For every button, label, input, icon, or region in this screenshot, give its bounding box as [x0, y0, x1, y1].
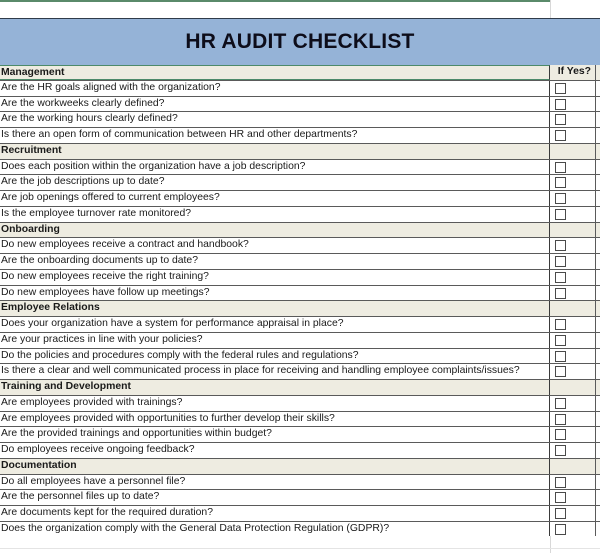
question-row[interactable] — [0, 317, 600, 333]
yes-checkbox[interactable] — [555, 162, 566, 173]
question-text[interactable]: Are employees provided with opportunities to further develop their skills? — [0, 412, 550, 427]
answer-cell[interactable] — [550, 270, 596, 285]
sheet-top-strip — [0, 0, 600, 18]
yes-checkbox[interactable] — [555, 240, 566, 251]
yes-checkbox[interactable] — [555, 398, 566, 409]
answer-cell[interactable] — [550, 128, 596, 143]
yes-checkbox[interactable] — [555, 508, 566, 519]
question-text[interactable]: Are the personnel files up to date? — [0, 490, 550, 505]
section-header-row[interactable] — [0, 380, 600, 396]
question-row[interactable] — [0, 364, 600, 380]
yes-checkbox[interactable] — [555, 335, 566, 346]
yes-checkbox[interactable] — [555, 193, 566, 204]
yes-checkbox[interactable] — [555, 99, 566, 110]
gridline — [0, 548, 600, 549]
question-text[interactable]: Are the onboarding documents up to date? — [0, 254, 550, 269]
yes-checkbox[interactable] — [555, 477, 566, 488]
answer-cell[interactable] — [550, 364, 596, 379]
section-answer-cell[interactable] — [550, 301, 596, 316]
answer-cell[interactable] — [550, 317, 596, 332]
question-text[interactable]: Are the workweeks clearly defined? — [0, 97, 550, 112]
question-row[interactable] — [0, 81, 600, 97]
answer-cell[interactable] — [550, 160, 596, 175]
section-answer-cell[interactable] — [550, 380, 596, 395]
question-row[interactable] — [0, 160, 600, 176]
section-header-row[interactable] — [0, 459, 600, 475]
yes-checkbox[interactable] — [555, 445, 566, 456]
question-row[interactable] — [0, 191, 600, 207]
question-text[interactable]: Do the policies and procedures comply with the federal rules and regulations? — [0, 349, 550, 364]
section-answer-cell[interactable] — [550, 144, 596, 159]
section-header-row[interactable] — [0, 65, 600, 81]
question-row[interactable] — [0, 254, 600, 270]
answer-cell[interactable] — [550, 207, 596, 222]
section-header-row[interactable] — [0, 301, 600, 317]
answer-cell[interactable] — [550, 475, 596, 490]
section-title[interactable]: Management — [0, 65, 550, 80]
yes-checkbox[interactable] — [555, 524, 566, 535]
question-row[interactable] — [0, 175, 600, 191]
question-text[interactable]: Do new employees have follow up meetings? — [0, 286, 550, 301]
yes-checkbox[interactable] — [555, 177, 566, 188]
answer-cell[interactable] — [550, 254, 596, 269]
yes-checkbox[interactable] — [555, 414, 566, 425]
title-banner[interactable] — [0, 18, 600, 65]
section-header-row[interactable] — [0, 223, 600, 239]
question-text[interactable]: Are the provided trainings and opportunities within budget? — [0, 427, 550, 442]
question-text[interactable]: Is there an open form of communication between HR and other departments? — [0, 128, 550, 143]
gridline — [550, 0, 551, 18]
answer-cell[interactable] — [550, 522, 596, 537]
section-answer-cell[interactable] — [550, 459, 596, 474]
question-text[interactable]: Does each position within the organization have a job description? — [0, 160, 550, 175]
question-text[interactable]: Are the working hours clearly defined? — [0, 112, 550, 127]
yes-checkbox[interactable] — [555, 429, 566, 440]
yes-checkbox[interactable] — [555, 130, 566, 141]
question-row[interactable] — [0, 349, 600, 365]
question-text[interactable]: Does your organization have a system for performance appraisal in place? — [0, 317, 550, 332]
checklist-table — [0, 65, 600, 538]
question-row[interactable] — [0, 112, 600, 128]
question-text[interactable]: Do all employees have a personnel file? — [0, 475, 550, 490]
section-title[interactable]: Documentation — [0, 459, 550, 474]
answer-column-header[interactable]: If Yes? — [550, 65, 596, 80]
question-text[interactable]: Are the job descriptions up to date? — [0, 175, 550, 190]
section-title[interactable]: Training and Development — [0, 380, 550, 395]
question-row[interactable] — [0, 427, 600, 443]
answer-cell[interactable] — [550, 349, 596, 364]
question-text[interactable]: Are job openings offered to current employees? — [0, 191, 550, 206]
answer-cell[interactable] — [550, 112, 596, 127]
yes-checkbox[interactable] — [555, 272, 566, 283]
question-row[interactable] — [0, 238, 600, 254]
question-row[interactable] — [0, 270, 600, 286]
yes-checkbox[interactable] — [555, 256, 566, 267]
yes-checkbox[interactable] — [555, 83, 566, 94]
section-title[interactable]: Employee Relations — [0, 301, 550, 316]
answer-cell[interactable] — [550, 506, 596, 521]
yes-checkbox[interactable] — [555, 351, 566, 362]
yes-checkbox[interactable] — [555, 366, 566, 377]
question-row[interactable] — [0, 333, 600, 349]
answer-cell[interactable] — [550, 396, 596, 411]
yes-checkbox[interactable] — [555, 288, 566, 299]
question-row[interactable] — [0, 207, 600, 223]
empty-rows — [0, 536, 600, 553]
answer-cell[interactable] — [550, 191, 596, 206]
answer-cell[interactable] — [550, 490, 596, 505]
section-title[interactable]: Recruitment — [0, 144, 550, 159]
answer-cell[interactable] — [550, 427, 596, 442]
answer-cell[interactable] — [550, 333, 596, 348]
section-title[interactable]: Onboarding — [0, 223, 550, 238]
question-row[interactable] — [0, 128, 600, 144]
yes-checkbox[interactable] — [555, 319, 566, 330]
question-text[interactable]: Do new employees receive the right training? — [0, 270, 550, 285]
answer-cell[interactable] — [550, 443, 596, 458]
question-text[interactable]: Does the organization comply with the General Data Protection Regulation (GDPR)? — [0, 522, 550, 537]
answer-cell[interactable] — [550, 81, 596, 96]
question-row[interactable] — [0, 97, 600, 113]
question-row[interactable] — [0, 396, 600, 412]
question-row[interactable] — [0, 506, 600, 522]
question-text[interactable]: Do employees receive ongoing feedback? — [0, 443, 550, 458]
question-text[interactable]: Do new employees receive a contract and handbook? — [0, 238, 550, 253]
section-answer-cell[interactable] — [550, 223, 596, 238]
question-row[interactable] — [0, 490, 600, 506]
selection-edge — [0, 0, 550, 2]
question-text[interactable]: Are your practices in line with your policies? — [0, 333, 550, 348]
question-text[interactable]: Are the HR goals aligned with the organization? — [0, 81, 550, 96]
question-text[interactable]: Is there a clear and well communicated process in place for receiving and handling employee complaints/issues? — [0, 364, 550, 379]
answer-cell[interactable] — [550, 238, 596, 253]
page-title: HR AUDIT CHECKLIST — [185, 30, 415, 53]
question-row[interactable] — [0, 412, 600, 428]
yes-checkbox[interactable] — [555, 114, 566, 125]
question-text[interactable]: Is the employee turnover rate monitored? — [0, 207, 550, 222]
answer-cell[interactable] — [550, 286, 596, 301]
gridline — [550, 536, 551, 553]
question-row[interactable] — [0, 475, 600, 491]
answer-cell[interactable] — [550, 97, 596, 112]
answer-cell[interactable] — [550, 175, 596, 190]
yes-checkbox[interactable] — [555, 492, 566, 503]
question-text[interactable]: Are documents kept for the required duration? — [0, 506, 550, 521]
yes-checkbox[interactable] — [555, 209, 566, 220]
answer-cell[interactable] — [550, 412, 596, 427]
question-row[interactable] — [0, 443, 600, 459]
question-text[interactable]: Are employees provided with trainings? — [0, 396, 550, 411]
section-header-row[interactable] — [0, 144, 600, 160]
question-row[interactable] — [0, 286, 600, 302]
